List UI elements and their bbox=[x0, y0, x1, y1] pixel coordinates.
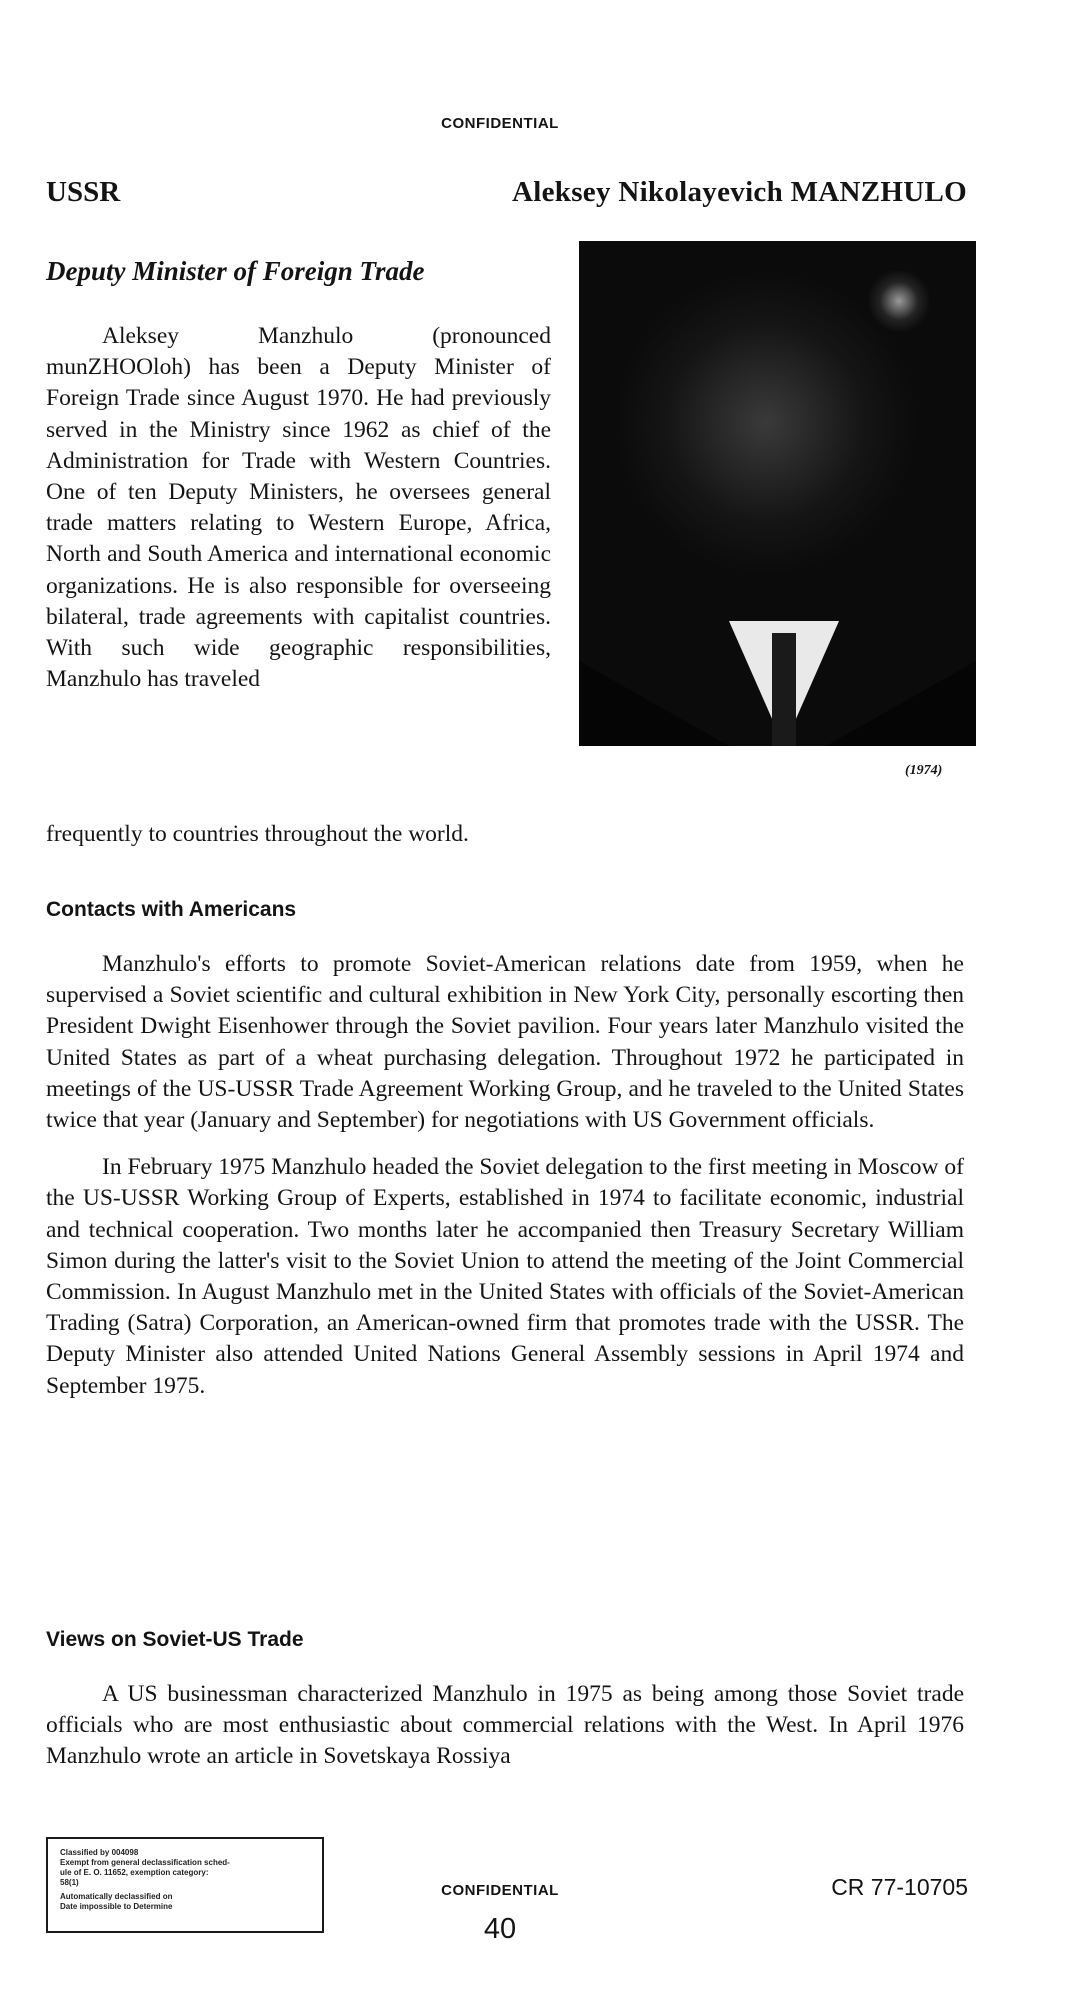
photo-jacket-left bbox=[579, 661, 729, 746]
page-number: 40 bbox=[483, 1913, 517, 1945]
contacts-heading: Contacts with Americans bbox=[46, 898, 297, 921]
contacts-paragraph-1: Manzhulo's efforts to promote Soviet-American relations date from 1959, when he supervised a Soviet scientific and cultural exhibition in New York City, personally escorting then President Dwight Eisenhower through the Soviet pavilion. Four years later Manzhulo visited the United States as part of a wheat purchasing delegation. Throughout 1972 he participated in meetings of the US-USSR Trade Agreement Working Group, and he traveled to the United States twice that year (January and September) for negotiations with US Government officials. bbox=[46, 951, 964, 1134]
intro-section bbox=[46, 321, 551, 695]
declass-line: 58(1) bbox=[60, 1878, 79, 1887]
photo-date-caption: (1974) bbox=[905, 763, 943, 778]
views-heading: Views on Soviet-US Trade bbox=[46, 1628, 304, 1651]
declass-line: Classified by 004098 bbox=[60, 1848, 139, 1857]
document-number: CR 77-10705 bbox=[831, 1874, 968, 1900]
photo-highlight bbox=[869, 271, 929, 331]
photo-tie bbox=[772, 633, 796, 746]
person-name: Aleksey Nikolayevich MANZHULO bbox=[512, 176, 967, 208]
declass-line: Automatically declassified on bbox=[60, 1892, 173, 1901]
country-label: USSR bbox=[46, 176, 121, 208]
classification-footer: CONFIDENTIAL bbox=[441, 1882, 559, 1899]
portrait-photo bbox=[579, 241, 976, 746]
contacts-section bbox=[46, 949, 964, 1418]
classification-header: CONFIDENTIAL bbox=[441, 115, 559, 132]
intro-paragraph: Aleksey Manzhulo (pronounced munZHOOloh) has been a Deputy Minister of Foreign Trade since August 1970. He had previously served in the Ministry since 1962 as chief of the Administration for Trade with Western Countries. One of ten Deputy Ministers, he oversees general trade matters relating to Western Europe, Africa, North and South America and international economic organizations. He is also responsible for overseeing bilateral, trade agreements with capitalist countries. With such wide geographic responsibilities, Manzhulo has traveled bbox=[46, 323, 551, 693]
views-paragraph: A US businessman characterized Manzhulo in 1975 as being among those Soviet trade officials who are most enthusiastic about commercial relations with the West. In April 1976 Manzhulo wrote an article in Sovetskaya Rossiya bbox=[46, 1681, 964, 1770]
declass-line: Date impossible to Determine bbox=[60, 1902, 173, 1911]
contacts-paragraph-2: In February 1975 Manzhulo headed the Soviet delegation to the first meeting in Moscow of the US-USSR Working Group of Experts, established in 1974 to facilitate economic, industrial and technical cooperation. Two months later he accompanied then Treasury Secretary William Simon during the latter's visit to the Soviet Union to attend the meeting of the Joint Commercial Commission. In August Manzhulo met in the United States with officials of the Soviet-American Trading (Satra) Corporation, an American-owned firm that promotes trade with the USSR. The Deputy Minister also attended United Nations General Assembly sessions in April 1974 and September 1975. bbox=[46, 1154, 964, 1399]
declass-line: ule of E. O. 11652, exemption category: bbox=[60, 1868, 209, 1877]
declass-line: Exempt from general declassification sched- bbox=[60, 1858, 230, 1867]
views-section bbox=[46, 1679, 964, 1789]
intro-paragraph-continuation: frequently to countries throughout the world. bbox=[46, 821, 469, 847]
photo-jacket-right bbox=[826, 661, 976, 746]
position-title: Deputy Minister of Foreign Trade bbox=[46, 256, 425, 286]
